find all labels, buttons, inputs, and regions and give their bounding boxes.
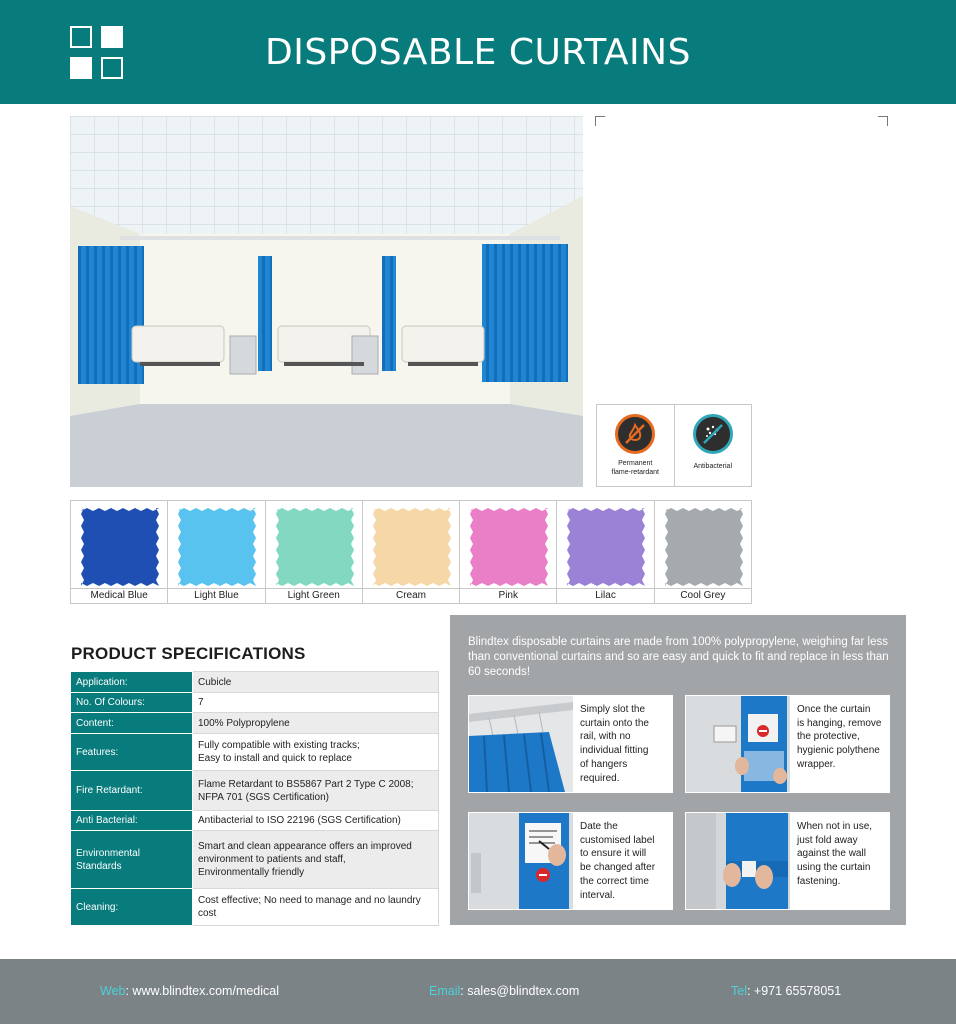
specs-heading: PRODUCT SPECIFICATIONS <box>71 644 306 663</box>
swatch-label: Pink <box>460 588 556 603</box>
instructions-panel <box>450 615 906 925</box>
swatch-light-green <box>265 501 362 603</box>
table-row <box>71 771 439 811</box>
step-slot-curtain <box>468 695 673 793</box>
spec-value: 7 <box>193 693 439 713</box>
web-link[interactable]: : www.blindtex.com/medical <box>125 984 280 998</box>
brand-logo <box>70 26 125 80</box>
footer-tel[interactable] <box>731 984 841 998</box>
badge-flame-label: Permanent flame-retardant <box>611 460 659 476</box>
spec-key: Anti Bacterial: <box>71 811 193 831</box>
spec-value: Antibacterial to ISO 22196 (SGS Certification) <box>193 811 439 831</box>
instructions-intro: Blindtex disposable curtains are made from 100% polypropylene, weighing far less than conventional curtains and so are easy and quick to fit and replace in less than 60 seconds! <box>468 636 889 678</box>
step-text: Simply slot the curtain onto the rail, with no individual fitting of hangers required. <box>580 704 649 784</box>
fabric-swatch-pink <box>470 508 548 586</box>
step-remove-wrapper <box>685 695 890 793</box>
swatch-label: Medical Blue <box>71 588 167 603</box>
step-fold-away <box>685 812 890 910</box>
swatch-label: Light Blue <box>168 588 264 603</box>
spec-value: 100% Polypropylene <box>193 713 439 734</box>
spec-key: Cleaning: <box>71 889 193 926</box>
step-date-label <box>468 812 673 910</box>
table-row <box>71 693 439 713</box>
swatch-label: Cool Grey <box>655 588 751 603</box>
fabric-swatch-lilac <box>567 508 645 586</box>
page-title: DISPOSABLE CURTAINS <box>265 32 691 73</box>
specs-table <box>70 671 439 926</box>
swatch-light-blue <box>167 501 264 603</box>
swatch-medical-blue <box>71 501 167 603</box>
swatch-lilac <box>556 501 653 603</box>
crop-mark-top-right <box>878 116 888 126</box>
badge-flame-retardant <box>597 405 674 486</box>
swatch-label: Light Green <box>266 588 362 603</box>
header-banner <box>0 0 956 104</box>
table-row <box>71 713 439 734</box>
swatch-pink <box>459 501 556 603</box>
spec-value: Cubicle <box>193 672 439 693</box>
footer-web[interactable] <box>100 984 279 998</box>
step-photo-fastening <box>686 813 790 909</box>
swatch-cool-grey <box>654 501 751 603</box>
table-row <box>71 889 439 926</box>
table-row <box>71 734 439 771</box>
step-text: Once the curtain is hanging, remove the protective, hygienic polythene wrapper. <box>797 704 882 770</box>
step-photo-label <box>469 813 573 909</box>
badge-antibacterial <box>674 405 752 486</box>
fabric-swatch-cream <box>373 508 451 586</box>
email-label: Email <box>429 984 461 998</box>
tel-label: Tel <box>731 984 747 998</box>
step-text: Date the customised label to ensure it will be changed after the correct time interval. <box>580 821 656 901</box>
footer-email[interactable] <box>429 984 579 998</box>
fabric-swatch-medical-blue <box>81 508 159 586</box>
table-row <box>71 672 439 693</box>
step-photo-rail <box>469 696 573 792</box>
spec-key: Application: <box>71 672 193 693</box>
footer-bar <box>0 959 956 1024</box>
colour-swatches <box>70 500 752 604</box>
spec-key: Environmental Standards <box>71 831 193 889</box>
fabric-swatch-cool-grey <box>665 508 743 586</box>
badge-antibacterial-label: Antibacterial <box>693 463 733 470</box>
swatch-label: Cream <box>363 588 459 603</box>
swatch-cream <box>362 501 459 603</box>
table-row <box>71 811 439 831</box>
table-row <box>71 831 439 889</box>
email-link[interactable]: : sales@blindtex.com <box>460 984 580 998</box>
spec-key: Content: <box>71 713 193 734</box>
spec-value: Cost effective; No need to manage and no laundry cost <box>193 889 439 926</box>
feature-badges <box>596 404 752 487</box>
spec-key: No. Of Colours: <box>71 693 193 713</box>
hospital-ward-photo <box>70 116 583 487</box>
crop-mark-top-left <box>595 116 605 126</box>
web-label: Web <box>100 984 126 998</box>
swatch-label: Lilac <box>557 588 653 603</box>
step-photo-wrapper <box>686 696 790 792</box>
fabric-swatch-light-blue <box>178 508 256 586</box>
spec-value: Smart and clean appearance offers an improved environment to patients and staff, Environmentally friendly <box>193 831 439 889</box>
tel-link[interactable]: : +971 65578051 <box>746 984 842 998</box>
fabric-swatch-light-green <box>276 508 354 586</box>
antibacterial-icon <box>693 414 733 454</box>
spec-key: Features: <box>71 734 193 771</box>
flame-retardant-icon <box>615 414 655 454</box>
spec-value: Flame Retardant to BS5867 Part 2 Type C 2008; NFPA 701 (SGS Certification) <box>193 771 439 811</box>
step-text: When not in use, just fold away against the wall using the curtain fastening. <box>797 821 873 887</box>
spec-key: Fire Retardant: <box>71 771 193 811</box>
spec-value: Fully compatible with existing tracks; Easy to install and quick to replace <box>193 734 439 771</box>
